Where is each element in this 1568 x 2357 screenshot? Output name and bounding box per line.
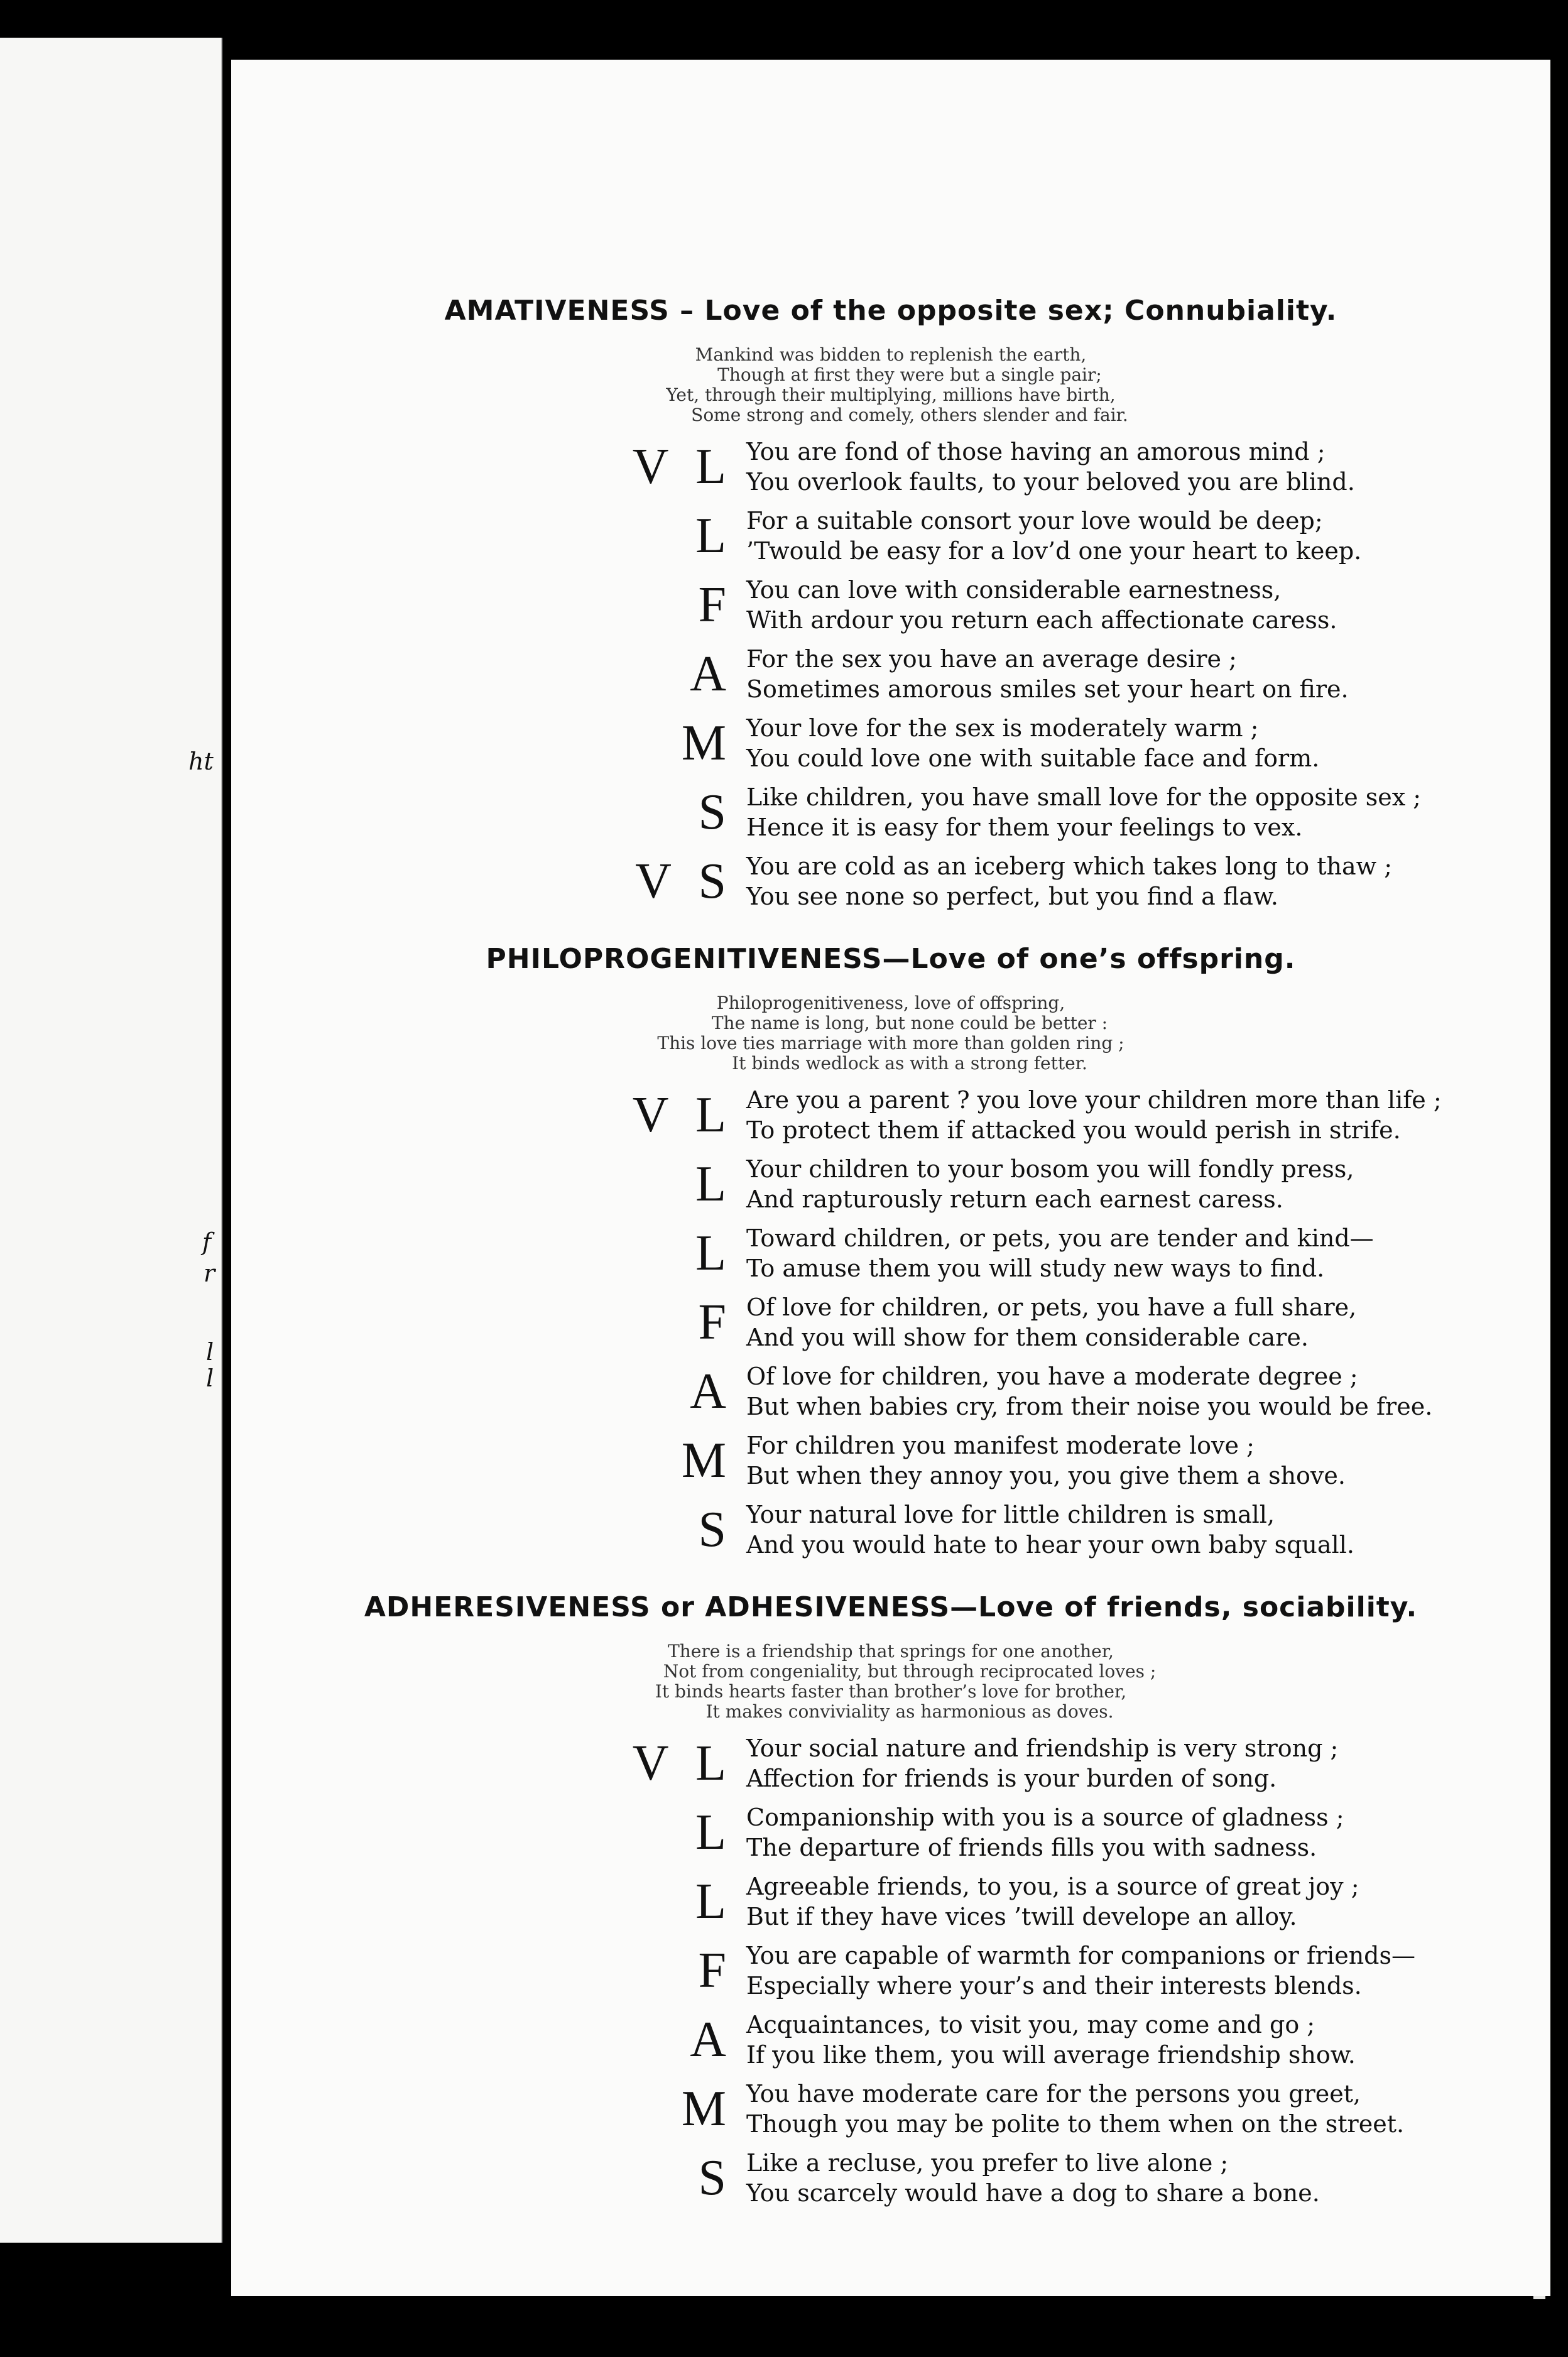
rating-marks: F: [698, 577, 734, 633]
rating-entry: [231, 643, 1550, 712]
rating-marks: A: [690, 646, 734, 702]
rating-line: Like a recluse, you prefer to live alone ;: [746, 2149, 1229, 2177]
rating-line: To amuse them you will study new ways to find.: [746, 1255, 1325, 1282]
rating-line: Hence it is easy for them your feelings to vex.: [746, 814, 1303, 841]
rating-entry: [231, 850, 1550, 919]
rating-text: [746, 1292, 1356, 1353]
left-fragment: ht: [188, 748, 214, 775]
rating-entry: [231, 1429, 1550, 1498]
section-heading: ADHERESIVENESS or ADHESIVENESS—Love of friends, sociability.: [364, 1591, 1418, 1623]
rating-line: Of love for children, you have a moderate degree ;: [746, 1363, 1358, 1390]
rating-marks: F: [698, 1295, 734, 1350]
rating-entry: [231, 1291, 1550, 1360]
rating-line: If you like them, you will average friendship show.: [746, 2041, 1356, 2069]
rating-line: Sometimes amorous smiles set your heart on fire.: [746, 675, 1349, 703]
rating-line: You overlook faults, to your beloved you are blind.: [746, 468, 1355, 496]
rating-entry: [231, 1939, 1550, 2008]
rating-marks: V L: [632, 1087, 734, 1143]
rating-line: To protect them if attacked you would perish in strife.: [746, 1116, 1401, 1144]
rating-marks: F: [698, 1943, 734, 1998]
rating-entry: [231, 1222, 1550, 1291]
rating-line: Are you a parent ? you love your children more than life ;: [746, 1086, 1442, 1114]
rating-line: Your natural love for little children is small,: [746, 1501, 1275, 1528]
rating-text: [746, 1154, 1354, 1214]
section-verse: [231, 1641, 1550, 1722]
document-page: [231, 60, 1550, 2296]
rating-marks: V S: [635, 854, 734, 909]
rating-line: Though you may be polite to them when on the street.: [746, 2110, 1405, 2138]
rating-entry: [231, 712, 1550, 781]
rating-text: [746, 506, 1361, 566]
rating-text: [746, 2148, 1320, 2208]
verse-line: It binds hearts faster than brother’s love for brother,: [655, 1681, 1127, 1702]
verse-line: Mankind was bidden to replenish the earth,: [695, 344, 1087, 365]
rating-text: [746, 782, 1421, 842]
rating-line: You have moderate care for the persons you greet,: [746, 2080, 1361, 2108]
rating-line: You are fond of those having an amorous mind ;: [746, 438, 1326, 465]
rating-line: For a suitable consort your love would be deep;: [746, 507, 1323, 535]
rating-text: [746, 1733, 1338, 1794]
rating-entry: [231, 1498, 1550, 1567]
rating-line: You scarcely would have a dog to share a bone.: [746, 2179, 1320, 2207]
rating-entry: [231, 1801, 1550, 1870]
rating-entry: [231, 435, 1550, 504]
rating-line: ’Twould be easy for a lov’d one your heart to keep.: [746, 537, 1362, 565]
rating-marks: A: [690, 1364, 734, 1419]
rating-marks: L: [695, 508, 734, 563]
rating-marks: L: [695, 1874, 734, 1929]
rating-entry: [231, 2008, 1550, 2077]
rating-text: [746, 437, 1355, 497]
verse-line: Philoprogenitiveness, love of offspring,: [716, 993, 1065, 1013]
rating-line: And rapturously return each earnest caress.: [746, 1185, 1283, 1213]
rating-entry: [231, 1084, 1550, 1153]
left-fragment: l: [206, 1338, 214, 1366]
rating-line: And you will show for them considerable care.: [746, 1324, 1309, 1351]
rating-text: [746, 2079, 1404, 2139]
rating-marks: M: [681, 716, 734, 771]
rating-marks: L: [695, 1226, 734, 1281]
rating-marks: A: [690, 2012, 734, 2067]
page-content: [231, 292, 1550, 2237]
rating-marks: V L: [632, 1736, 734, 1791]
rating-text: [746, 1085, 1442, 1145]
rating-entry: [231, 781, 1550, 850]
rating-text: [746, 1871, 1359, 1932]
rating-line: You could love one with suitable face and form.: [746, 744, 1320, 772]
rating-entry: [231, 504, 1550, 574]
section-heading: AMATIVENESS – Love of the opposite sex; Connubiality.: [444, 295, 1337, 327]
rating-marks: S: [698, 785, 734, 840]
rating-text: [746, 644, 1349, 704]
rating-line: You can love with considerable earnestness,: [746, 576, 1282, 604]
rating-entry: [231, 1732, 1550, 1801]
rating-line: And you would hate to hear your own baby squall.: [746, 1531, 1354, 1559]
rating-line: Especially where your’s and their interests blends.: [746, 1972, 1362, 2000]
verse-line: Yet, through their multiplying, millions have birth,: [666, 384, 1116, 405]
section-heading: PHILOPROGENITIVENESS—Love of one’s offspring.: [486, 943, 1296, 975]
rating-entry: [231, 2147, 1550, 2216]
rating-line: Your children to your bosom you will fondly press,: [746, 1155, 1354, 1183]
verse-line: Though at first they were but a single pair;: [717, 364, 1102, 385]
rating-line: Acquaintances, to visit you, may come and go ;: [746, 2011, 1315, 2039]
rating-line: For children you manifest moderate love ;: [746, 1432, 1255, 1459]
rating-line: But if they have vices ’twill develope an alloy.: [746, 1903, 1297, 1930]
rating-line: Your love for the sex is moderately warm ;: [746, 714, 1259, 742]
rating-text: [746, 1430, 1346, 1491]
section: [231, 292, 1550, 919]
rating-line: The departure of friends fills you with sadness.: [746, 1834, 1317, 1861]
rating-text: [746, 1223, 1374, 1283]
verse-line: This love ties marriage with more than golden ring ;: [657, 1033, 1124, 1053]
section-verse: [231, 993, 1550, 1074]
verse-line: Not from congeniality, but through reciprocated loves ;: [663, 1661, 1157, 1682]
rating-text: [746, 1941, 1415, 2001]
rating-marks: L: [695, 1157, 734, 1212]
rating-line: But when they annoy you, you give them a shove.: [746, 1462, 1346, 1489]
rating-line: With ardour you return each affectionate caress.: [746, 606, 1337, 634]
section: [231, 940, 1550, 1567]
rating-entry: [231, 2077, 1550, 2147]
left-fragment: f: [202, 1228, 212, 1256]
rating-line: Of love for children, or pets, you have a full share,: [746, 1293, 1357, 1321]
rating-line: Agreeable friends, to you, is a source of great joy ;: [746, 1873, 1359, 1900]
rating-line: Affection for friends is your burden of song.: [746, 1765, 1277, 1792]
section-verse: [231, 345, 1550, 425]
rating-text: [746, 713, 1319, 773]
left-page: [0, 38, 222, 2243]
rating-entry: [231, 1360, 1550, 1429]
rating-entry: [231, 574, 1550, 643]
rating-marks: S: [698, 2150, 734, 2206]
rating-text: [746, 1500, 1354, 1560]
rating-line: Toward children, or pets, you are tender and kind—: [746, 1224, 1374, 1252]
rating-entry: [231, 1153, 1550, 1222]
rating-line: You are capable of warmth for companions or friends—: [746, 1942, 1416, 1969]
rating-marks: V L: [632, 439, 734, 494]
rating-text: [746, 575, 1337, 635]
verse-line: There is a friendship that springs for one another,: [668, 1641, 1114, 1662]
left-fragment: r: [204, 1260, 215, 1287]
verse-line: The name is long, but none could be better :: [711, 1013, 1108, 1033]
section: [231, 1589, 1550, 2216]
rating-line: But when babies cry, from their noise you would be free.: [746, 1393, 1433, 1420]
rating-marks: M: [681, 2081, 734, 2137]
rating-text: [746, 1361, 1432, 1422]
left-fragment: l: [206, 1364, 214, 1392]
rating-line: Your social nature and friendship is very strong ;: [746, 1734, 1339, 1762]
rating-text: [746, 1802, 1344, 1863]
rating-marks: S: [698, 1502, 734, 1557]
rating-line: Companionship with you is a source of gladness ;: [746, 1804, 1344, 1831]
verse-line: Some strong and comely, others slender and fair.: [691, 405, 1128, 425]
verse-line: It makes conviviality as harmonious as doves.: [705, 1701, 1114, 1722]
rating-line: For the sex you have an average desire ;: [746, 645, 1237, 673]
rating-entry: [231, 1870, 1550, 1939]
rating-marks: M: [681, 1433, 734, 1488]
rating-line: Like children, you have small love for the opposite sex ;: [746, 783, 1422, 811]
rating-text: [746, 2010, 1356, 2070]
rating-marks: L: [695, 1805, 734, 1860]
rating-text: [746, 851, 1392, 912]
rating-line: You are cold as an iceberg which takes long to thaw ;: [746, 852, 1393, 880]
verse-line: It binds wedlock as with a strong fetter.: [732, 1053, 1087, 1074]
rating-line: You see none so perfect, but you find a flaw.: [746, 883, 1278, 910]
